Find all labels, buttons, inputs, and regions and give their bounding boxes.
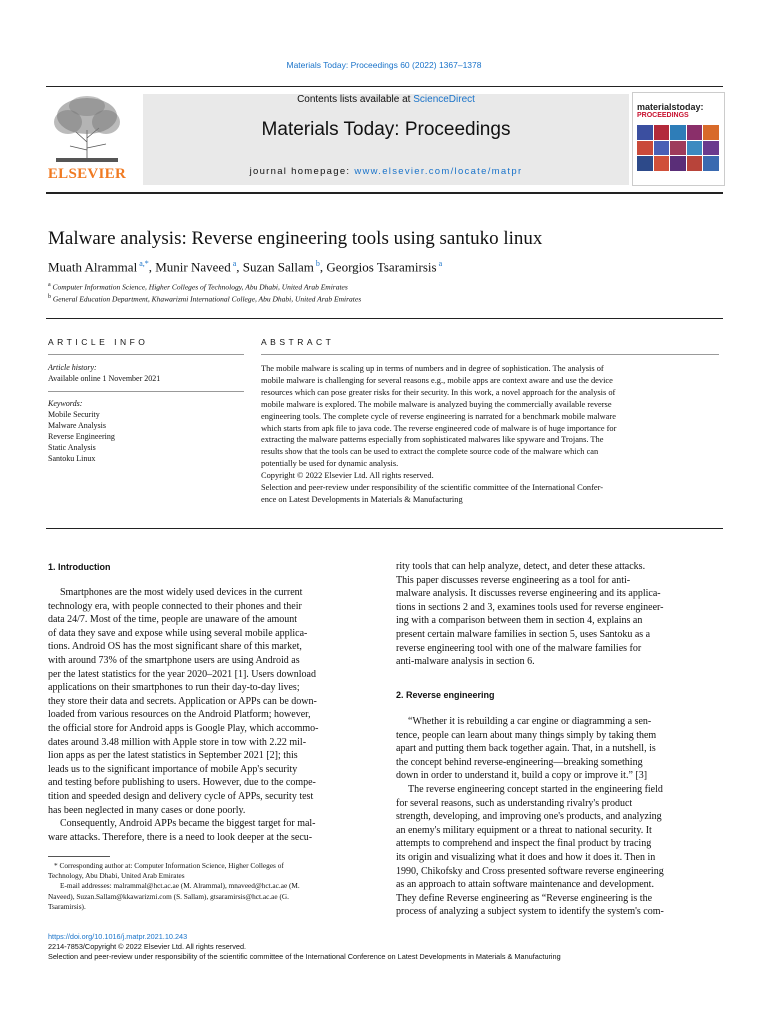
text-line: potentially be used for dynamic analysis. — [261, 459, 399, 469]
introduction-body — [48, 586, 373, 844]
author-list: Muath Alrammal $^{a,*}$, Munir Naveed $^a$, Suzan Sallam $^b$, Georgios Tsaramirsis $^a$ — [48, 259, 443, 275]
text-line: strength, developing, and improving one's products, and analyzing — [396, 811, 662, 823]
article-info-rule — [48, 354, 244, 355]
author-name: Suzan Sallam — [242, 259, 314, 275]
info-rule-top — [46, 318, 723, 319]
abstract-rule — [261, 354, 719, 355]
text-line: attempts to comprehend and inspect the final product by tracing — [396, 838, 652, 850]
text-line: This paper discusses reverse engineering as a tool for anti- — [396, 574, 631, 586]
text-line: tition and speeded design and delivery cycle of APPs, security test — [48, 790, 314, 802]
contents-line: Contents lists available at ScienceDirect — [297, 94, 475, 105]
text-line: extracting the malware patterns especially from sophisticated malwares like spyware and Trojans. The — [261, 435, 604, 445]
text-line: * Corresponding author at: Computer Information Science, Higher Colleges of — [54, 861, 284, 870]
text-line: process of analyzing a subject system to identify the system's com- — [396, 906, 664, 918]
text-line: lion apps as per the latest statistics in September 2021 [2]; this — [48, 750, 298, 762]
text-line: Technology, Abu Dhabi, United Arab Emirates — [48, 871, 185, 881]
text-line: applications on their smartphones to run their day-to-day lives; — [48, 682, 300, 694]
text-line: the concept behind reverse-engineering—breaking something — [396, 756, 643, 768]
text-line: E-mail addresses: malrammal@hct.ac.ae (M. Alrammal), mnaveed@hct.ac.ae (M. — [60, 881, 300, 891]
text-line: loaded from various resources on the Android Platform; however, — [48, 709, 311, 721]
text-line: tions in sections 2 and 3, examines tools used for reverse engineer- — [396, 601, 664, 613]
text-line: anti-malware analysis in section 6. — [396, 656, 535, 668]
issn-copyright: 2214-7853/Copyright © 2022 Elsevier Ltd. All rights reserved. — [48, 942, 247, 951]
text-line: an enemy's military equipment or a threat to national security. It — [396, 824, 652, 836]
text-line: mobile malware is explored. The mobile malware is analyzed buying the commercially available reverse — [261, 399, 612, 409]
text-line: of data they save and expose while using several mobile applica- — [48, 627, 308, 639]
header-rule-bottom — [46, 192, 723, 194]
reverse-engineering-body — [396, 715, 721, 919]
text-line: leads us to the significant importance of mobile App's security — [48, 763, 298, 775]
keywords-label: Keywords: — [48, 399, 83, 408]
cover-subtitle: PROCEEDINGS — [637, 112, 689, 119]
author-name: Georgios Tsaramirsis — [326, 259, 437, 275]
text-line: data 24/7. Most of the time, people are unaware of the amount — [48, 614, 298, 626]
text-line: ing with a comparison between them in section 4, explains an — [396, 615, 643, 627]
introduction-continued — [396, 560, 721, 669]
history-rule — [48, 391, 244, 392]
author-name: Muath Alrammal — [48, 259, 138, 275]
text-line: down in order to understand it, build a copy or improve it.” [3] — [396, 770, 648, 782]
text-line: They define Reverse engineering as “Reverse engineering is the — [396, 892, 653, 904]
text-line: they store their data and secrets. Application or APPs can be down- — [48, 695, 317, 707]
author-affiliation-mark[interactable]: a — [436, 259, 443, 268]
abstract-body — [261, 363, 719, 506]
journal-cover — [632, 92, 725, 186]
text-line: its origin and visualizing what it does and how it does it. Then in — [396, 851, 656, 863]
text-line: as an approach to attain software maintenance and development. — [396, 879, 654, 891]
cover-image-grid — [637, 125, 719, 171]
history-label: Article history: — [48, 363, 97, 372]
text-line: apart and putting them back together again. That, in a nutshell, is — [396, 743, 656, 755]
text-line: engineering tools. The complete cycle of reverse engineering is narrated for a benchmark mobile malware — [261, 411, 616, 421]
text-line: Selection and peer-review under responsibility of the scientific committee of the International Confer- — [261, 483, 603, 493]
section-introduction-heading: 1. Introduction — [48, 562, 111, 572]
footnote-rule — [48, 856, 110, 857]
text-line: ence on Latest Developments in Materials & Manufacturing — [261, 494, 463, 504]
text-line: with around 73% of the smartphone users are using Android as — [48, 654, 300, 666]
text-line: reverse engineering tool with one of the malware families for — [396, 642, 642, 654]
header-rule-top — [46, 86, 723, 87]
text-line: rity tools that can help analyze, detect, and deter these attacks. — [396, 561, 646, 572]
sciencedirect-link[interactable]: ScienceDirect — [413, 94, 475, 105]
article-title: Malware analysis: Reverse engineering tools using santuko linux — [48, 228, 543, 249]
text-line: Copyright © 2022 Elsevier Ltd. All rights reserved. — [261, 471, 434, 481]
text-line: the official store for Android apps is Google Play, which accommo- — [48, 722, 319, 734]
text-line: present certain malware families in section 5, uses Santoku as a — [396, 628, 651, 640]
text-line: technology era, with people connected to their phones and their — [48, 600, 302, 612]
peer-review-note: Selection and peer-review under responsibility of the scientific committee of the International Conference on Latest Developments in Materials & Manufacturing — [48, 952, 561, 961]
journal-citation[interactable]: Materials Today: Proceedings 60 (2022) 1367–1378 — [286, 60, 482, 70]
text-line: for several reasons, such as understanding rivalry's product — [396, 797, 633, 809]
journal-title: Materials Today: Proceedings — [261, 119, 511, 140]
text-line: Consequently, Android APPs became the biggest target for mal- — [60, 818, 316, 830]
journal-homepage: journal homepage: www.elsevier.com/locate/matpr — [249, 166, 523, 177]
affiliation-b: $^b$ General Education Department, Khawarizmi International College, Abu Dhabi, United Arab Emirates — [48, 294, 362, 304]
text-line: Tsaramirsis). — [48, 901, 86, 911]
affiliation-a: $^a$ Computer Information Science, Higher Colleges of Technology, Abu Dhabi, United Arab Emirates — [48, 282, 348, 292]
author-affiliation-mark[interactable]: a — [230, 259, 237, 268]
text-line: Smartphones are the most widely used devices in the current — [60, 587, 303, 598]
text-line: which starts from apk file to java code. The reverse engineered code of malware is of huge importance for — [261, 423, 617, 433]
text-line: tence, people can learn about many things simply by taking them — [396, 729, 657, 741]
elsevier-wordmark: ELSEVIER — [47, 166, 127, 182]
author-name: Munir Naveed — [155, 259, 231, 275]
text-line: has been neglected in many cases or done poorly. — [48, 804, 246, 816]
text-line: dates around 3.48 million with Apple store in tow with 2.22 mil- — [48, 736, 307, 748]
author-affiliation-mark[interactable]: b — [313, 259, 320, 268]
text-line: “Whether it is rebuilding a car engine or diagramming a sen- — [408, 716, 652, 727]
text-line: malware analysis. It discusses reverse engineering and its applica- — [396, 588, 661, 600]
text-line: mobile malware is challenging for several reasons e.g., mobile apps are context aware and use the device — [261, 375, 613, 385]
text-line: The mobile malware is scaling up in terms of numbers and in degree of sophistication. The analysis of — [261, 364, 604, 373]
cover-title: materialstoday: — [637, 102, 704, 112]
keyword: Santoku Linux — [48, 454, 96, 463]
text-line: ware attacks. Therefore, there is a need to look deeper at the secu- — [48, 831, 313, 843]
homepage-link[interactable]: www.elsevier.com/locate/matpr — [354, 166, 523, 177]
text-line: The reverse engineering concept started in the engineering field — [408, 783, 663, 795]
doi-link[interactable]: https://doi.org/10.1016/j.matpr.2021.10.243 — [48, 932, 188, 941]
footnote — [48, 861, 373, 912]
keyword-list — [48, 409, 115, 464]
text-line: tions. Android OS has the most significant share of this market, — [48, 641, 302, 653]
article-info-heading: ARTICLE INFO — [48, 337, 149, 347]
abstract-rule-bottom — [46, 528, 723, 529]
author-affiliation-mark[interactable]: a,* — [137, 259, 149, 268]
text-line: per the latest statistics for the year 2020–2021 [1]. Users download — [48, 668, 316, 680]
abstract-heading: ABSTRACT — [261, 337, 335, 347]
keyword: Static Analysis — [48, 443, 96, 452]
history-value: Available online 1 November 2021 — [48, 374, 161, 383]
text-line: resources which can pose greater risks for their security. In this work, a novel approach for the analysis of — [261, 387, 616, 397]
section-reverse-engineering-heading: 2. Reverse engineering — [396, 690, 495, 700]
text-line: Naveed), Suzan.Sallam@kkawarizmi.com (S. Sallam), gtsaramirsis@hct.ac.ae (G. — [48, 891, 289, 901]
text-line: and testing before publishing to users. However, due to the compe- — [48, 777, 316, 789]
keyword: Mobile Security — [48, 410, 100, 419]
text-line: 1990, Chikofsky and Cross presented software reverse engineering — [396, 865, 664, 877]
text-line: results show that the tools can be used to extract the complete source code of the malware which can — [261, 447, 599, 457]
keyword: Reverse Engineering — [48, 432, 115, 441]
keyword: Malware Analysis — [48, 421, 106, 430]
